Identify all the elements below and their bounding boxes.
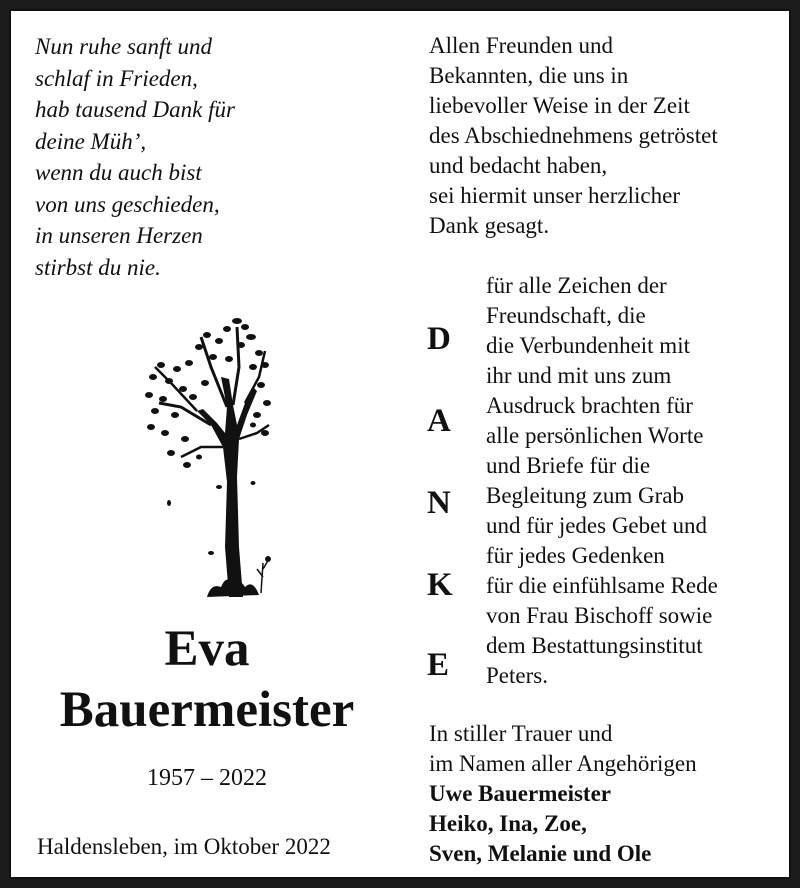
mourner-name: Uwe Bauermeister <box>429 781 612 806</box>
life-years: 1957 – 2022 <box>147 765 267 791</box>
poem <box>35 31 395 283</box>
thanks-line: Allen Freunden und <box>429 33 613 58</box>
poem-line: deine Müh’, <box>35 128 147 154</box>
danke-line: für jedes Gedenken <box>486 543 665 568</box>
signoff-intro-line: im Namen aller Angehörigen <box>429 751 697 776</box>
tree-icon <box>141 307 271 597</box>
danke-line: Peters. <box>486 663 548 688</box>
danke-letter: N <box>427 485 451 521</box>
danke-line: die Verbundenheit mit <box>486 333 690 358</box>
danke-letter: K <box>427 567 453 603</box>
deceased-first-name: Eva <box>164 621 250 677</box>
danke-line: ihr und mit uns zum <box>486 363 672 388</box>
poem-line: von uns geschieden, <box>35 191 220 217</box>
danke-line: für die einfühlsame Rede <box>486 573 718 598</box>
poem-line: wenn du auch bist <box>35 160 202 185</box>
danke-line: und Briefe für die <box>486 453 651 478</box>
danke-line: Begleitung zum Grab <box>486 483 685 508</box>
danke-line: dem Bestattungsinstitut <box>486 633 703 658</box>
thanks-line: liebevoller Weise in der Zeit <box>429 93 690 118</box>
danke-line: für alle Zeichen der <box>486 273 667 298</box>
danke-line: Freundschaft, die <box>486 303 646 328</box>
obituary-card <box>9 9 791 879</box>
danke-line: und für jedes Gebet und <box>486 513 707 538</box>
danke-line: alle persönlichen Worte <box>486 423 704 448</box>
signoff-intro-line: In stiller Trauer und <box>429 721 613 746</box>
thanks-line: sei hiermit unser herzlicher <box>429 183 680 208</box>
thanks-paragraph <box>429 31 789 241</box>
danke-text <box>486 271 796 691</box>
poem-line: Nun ruhe sanft und <box>35 34 212 59</box>
mourner-name: Sven, Melanie und Ole <box>429 841 652 866</box>
poem-line: hab tausend Dank für <box>35 97 235 122</box>
danke-letter: E <box>427 647 450 683</box>
poem-line: in unseren Herzen <box>35 223 203 248</box>
danke-line: Ausdruck brachten für <box>486 393 693 418</box>
danke-line: von Frau Bischoff sowie <box>486 603 713 628</box>
poem-line: schlaf in Frieden, <box>35 65 198 91</box>
danke-letter: A <box>427 403 451 439</box>
mourner-name: Heiko, Ina, Zoe, <box>429 811 587 836</box>
thanks-line: Bekannten, die uns in <box>429 63 629 88</box>
poem-line: stirbst du nie. <box>35 254 161 280</box>
deceased-last-name: Bauermeister <box>59 682 355 738</box>
thanks-line: Dank gesagt. <box>429 213 550 238</box>
place-date: Haldensleben, im Oktober 2022 <box>37 834 331 859</box>
danke-letter: D <box>427 321 451 357</box>
thanks-line: des Abschiednehmens getröstet <box>429 123 718 148</box>
thanks-line: und bedacht haben, <box>429 153 608 178</box>
signoff <box>429 719 789 869</box>
